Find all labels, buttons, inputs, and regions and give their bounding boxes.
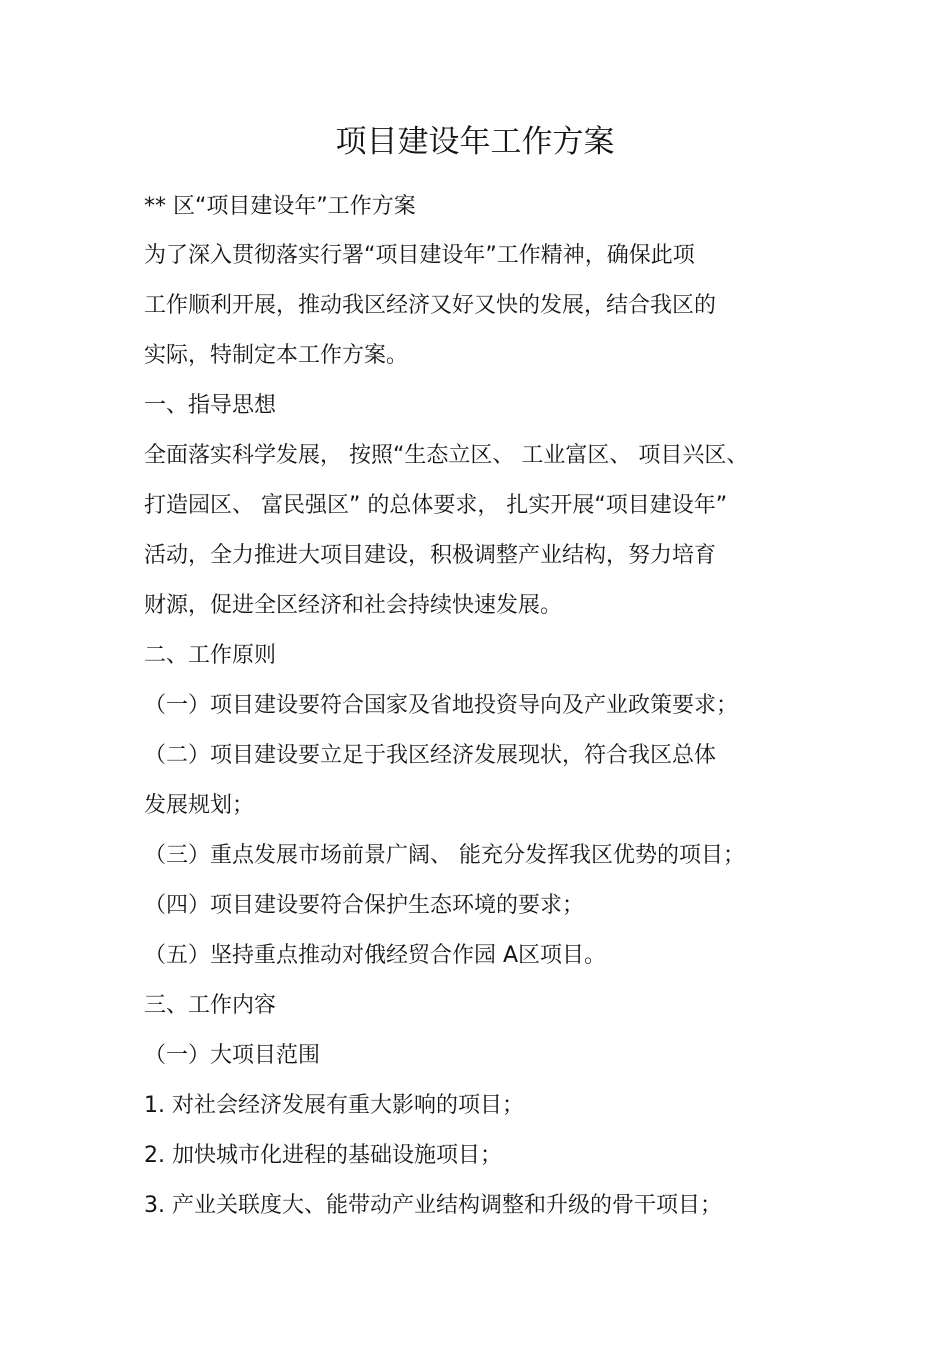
- intro-line-1: 为了深入贯彻落实行署“项目建设年”工作精神，确保此项: [144, 243, 695, 268]
- work-content-subheading: （一）大项目范围: [144, 1043, 321, 1068]
- principle-item-1: （一）项目建设要符合国家及省地投资导向及产业政策要求；: [144, 693, 739, 718]
- principle-item-3: （三）重点发展市场前景广阔、 能充分发挥我区优势的项目；: [144, 843, 745, 868]
- intro-line-2: 工作顺利开展，推动我区经济又好又快的发展，结合我区的: [144, 293, 717, 318]
- guiding-thought-line-2: 打造园区、 富民强区” 的总体要求， 扎实开展“项目建设年”: [144, 493, 728, 518]
- section-heading-work-principles: 二、工作原则: [144, 643, 277, 668]
- guiding-thought-line-4: 财源，促进全区经济和社会持续快速发展。: [144, 593, 563, 618]
- document-title: 项目建设年工作方案: [335, 124, 615, 160]
- principle-item-2-line-1: （二）项目建设要立足于我区经济发展现状，符合我区总体: [144, 743, 717, 768]
- principle-item-4: （四）项目建设要符合保护生态环境的要求；: [144, 893, 585, 918]
- principle-item-5: （五）坚持重点推动对俄经贸合作园 A区项目。: [144, 943, 607, 968]
- section-heading-work-content: 三、工作内容: [144, 993, 277, 1018]
- intro-line-3: 实际，特制定本工作方案。: [144, 343, 409, 368]
- work-content-item-1: 1. 对社会经济发展有重大影响的项目；: [144, 1093, 524, 1118]
- work-content-item-3: 3. 产业关联度大、能带动产业结构调整和升级的骨干项目；: [144, 1193, 722, 1218]
- work-content-item-2: 2. 加快城市化进程的基础设施项目；: [144, 1143, 502, 1168]
- principle-item-2-line-2: 发展规划；: [144, 793, 255, 818]
- guiding-thought-line-3: 活动，全力推进大项目建设，积极调整产业结构，努力培育: [144, 543, 717, 568]
- guiding-thought-line-1: 全面落实科学发展， 按照“生态立区、 工业富区、 项目兴区、: [144, 443, 749, 468]
- subtitle-line: ** 区“项目建设年”工作方案: [144, 194, 416, 219]
- section-heading-guiding-thought: 一、指导思想: [144, 393, 277, 418]
